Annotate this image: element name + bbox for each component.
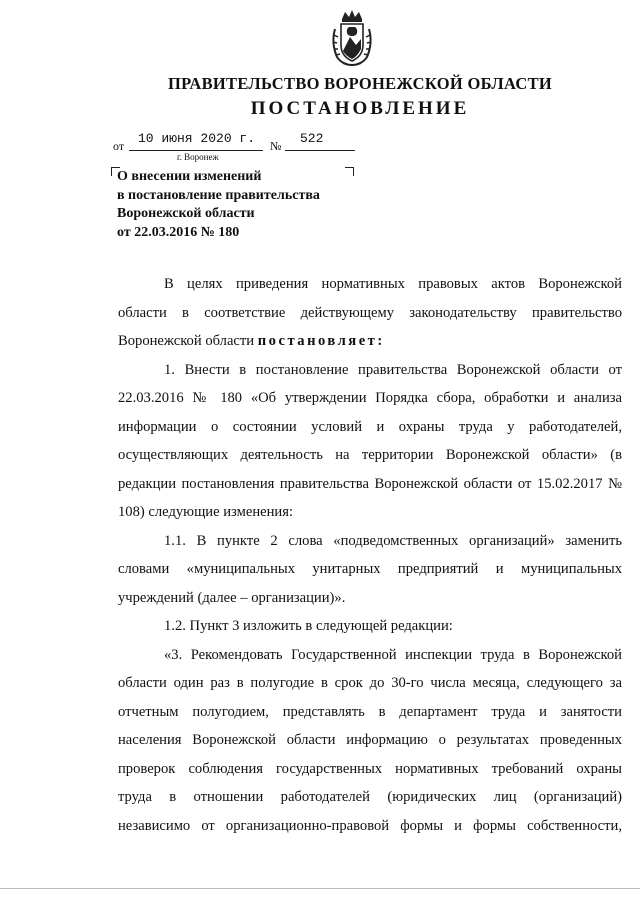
body-line: осуществляющих деятельность на территории Воронежской области» (в (118, 447, 622, 463)
date-underline (129, 150, 263, 151)
decree-keyword: постановляет: (257, 333, 385, 349)
body-line: 1.1. В пункте 2 слова «подведомственных организаций» заменить (164, 532, 622, 549)
document-subject (117, 168, 377, 242)
body-line: отчетным полугодием, представлять в департамент труда и занятости (118, 703, 622, 720)
subject-line: О внесении изменений (117, 169, 262, 184)
body-line: 22.03.2016 № 180 «Об утверждении Порядка сбора, обработки и анализа (118, 390, 622, 406)
city-label: г. Воронеж (177, 152, 219, 162)
date-prefix: от (113, 139, 125, 153)
body-text: Воронежской области (118, 333, 255, 349)
body-line: независимо от организационно-правовой формы и формы собственности, (118, 817, 622, 834)
page-bottom-rule (0, 888, 640, 889)
body-line: словами «муниципальных унитарных предприятий и муниципальных (118, 561, 622, 577)
government-name: ПРАВИТЕЛЬСТВО ВОРОНЕЖСКОЙ ОБЛАСТИ (167, 74, 553, 93)
body-line: редакции постановления правительства Воронежской области от 15.02.2017 № (118, 475, 622, 492)
number-prefix: № (270, 139, 282, 153)
body-line: «3. Рекомендовать Государственной инспекции труда в Воронежской (164, 646, 622, 663)
body-line: населения Воронежской области информацию о результатах проведенных (118, 732, 622, 748)
document-type: ПОСТАНОВЛЕНИЕ (250, 98, 470, 119)
subject-line: от 22.03.2016 № 180 (117, 224, 240, 240)
body-line: В целях приведения нормативных правовых актов Воронежской (164, 276, 622, 292)
body-line: области в соответствие действующему законодательству правительство (118, 304, 622, 321)
number-underline (285, 150, 355, 151)
subject-line: Воронежской области (117, 206, 255, 221)
body-line: проверок соблюдения государственных нормативных требований охраны (118, 760, 622, 777)
body-line: учреждений (далее – организации)». (118, 589, 346, 606)
body-line: области один раз в полугодие в срок до 30-го числа месяца, следующего за (118, 675, 622, 691)
body-line: 1. Внести в постановление правительства Воронежской области от (164, 361, 622, 378)
subject-line: в постановление правительства (117, 187, 320, 203)
document-body (118, 270, 622, 840)
voronezh-coat-of-arms-icon (329, 9, 375, 67)
document-number: 522 (300, 131, 324, 146)
body-line: 108) следующие изменения: (118, 504, 293, 520)
body-line (118, 327, 622, 356)
body-line: 1.2. Пункт 3 изложить в следующей редакции: (164, 618, 453, 634)
document-date: 10 июня 2020 г. (138, 131, 256, 146)
body-line: труда в отношении работодателей (юридических лиц (организаций) (118, 789, 622, 805)
body-line: информации о состоянии условий и охраны труда у работодателей, (118, 418, 622, 435)
